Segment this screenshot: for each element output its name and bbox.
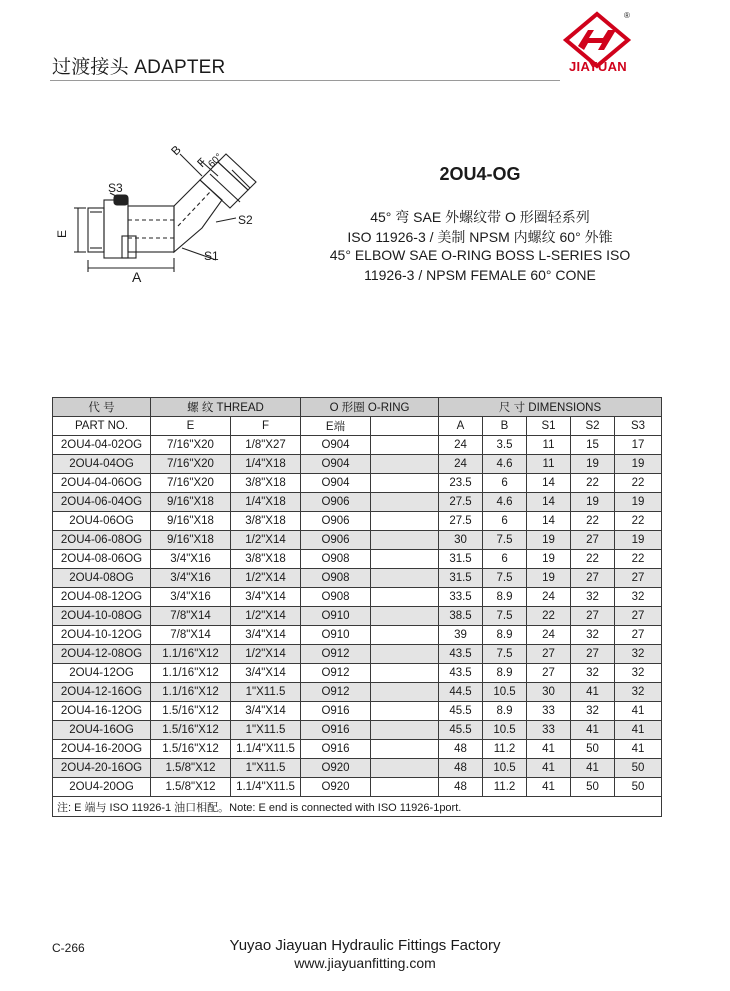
cell-b: 10.5 bbox=[483, 721, 527, 740]
label-s1: S1 bbox=[204, 249, 219, 263]
table-row bbox=[53, 740, 662, 759]
subheader-blank bbox=[371, 417, 439, 436]
header-thread: 螺 纹 THREAD bbox=[151, 398, 301, 417]
description-line: 45° ELBOW SAE O-RING BOSS L-SERIES ISO bbox=[329, 247, 631, 263]
cell-e: 1.1/16"X12 bbox=[151, 683, 231, 702]
cell-oring: O906 bbox=[301, 493, 371, 512]
blank-cell bbox=[371, 645, 439, 664]
cell-e: 3/4"X16 bbox=[151, 569, 231, 588]
label-angle: 60° bbox=[206, 151, 225, 171]
cell-part: 2OU4-10-12OG bbox=[53, 626, 151, 645]
cell-part: 2OU4-16-20OG bbox=[53, 740, 151, 759]
cell-s1: 14 bbox=[527, 512, 571, 531]
cell-oring: O910 bbox=[301, 626, 371, 645]
cell-s3: 32 bbox=[615, 683, 662, 702]
cell-b: 8.9 bbox=[483, 626, 527, 645]
cell-s1: 27 bbox=[527, 645, 571, 664]
cell-oring: O912 bbox=[301, 645, 371, 664]
cell-e: 7/16"X20 bbox=[151, 474, 231, 493]
blank-cell bbox=[371, 607, 439, 626]
cell-f: 1"X11.5 bbox=[231, 759, 301, 778]
cell-a: 31.5 bbox=[439, 569, 483, 588]
cell-oring: O916 bbox=[301, 721, 371, 740]
cell-a: 39 bbox=[439, 626, 483, 645]
cell-a: 24 bbox=[439, 455, 483, 474]
cell-oring: O904 bbox=[301, 436, 371, 455]
cell-s3: 17 bbox=[615, 436, 662, 455]
cell-a: 24 bbox=[439, 436, 483, 455]
cell-f: 1/2"X14 bbox=[231, 607, 301, 626]
table-row bbox=[53, 588, 662, 607]
table-row bbox=[53, 759, 662, 778]
cell-a: 43.5 bbox=[439, 664, 483, 683]
table-row bbox=[53, 778, 662, 797]
cell-s2: 41 bbox=[571, 683, 615, 702]
cell-s3: 32 bbox=[615, 664, 662, 683]
cell-part: 2OU4-12OG bbox=[53, 664, 151, 683]
cell-s3: 41 bbox=[615, 702, 662, 721]
cell-part: 2OU4-04-06OG bbox=[53, 474, 151, 493]
cell-part: 2OU4-20-16OG bbox=[53, 759, 151, 778]
cell-s2: 50 bbox=[571, 778, 615, 797]
group-header-row bbox=[53, 398, 662, 417]
cell-f: 1/4"X18 bbox=[231, 455, 301, 474]
blank-cell bbox=[371, 683, 439, 702]
cell-a: 43.5 bbox=[439, 645, 483, 664]
cell-b: 3.5 bbox=[483, 436, 527, 455]
cell-f: 1/2"X14 bbox=[231, 531, 301, 550]
cell-f: 3/8"X18 bbox=[231, 550, 301, 569]
cell-b: 10.5 bbox=[483, 759, 527, 778]
header-dimensions: 尺 寸 DIMENSIONS bbox=[439, 398, 662, 417]
cell-part: 2OU4-04OG bbox=[53, 455, 151, 474]
cell-f: 1"X11.5 bbox=[231, 683, 301, 702]
blank-cell bbox=[371, 759, 439, 778]
blank-cell bbox=[371, 550, 439, 569]
blank-cell bbox=[371, 493, 439, 512]
table-note-row bbox=[53, 797, 662, 817]
cell-e: 1.1/16"X12 bbox=[151, 645, 231, 664]
subheader-a: A bbox=[439, 417, 483, 436]
cell-s1: 19 bbox=[527, 531, 571, 550]
cell-s3: 22 bbox=[615, 474, 662, 493]
cell-part: 2OU4-16OG bbox=[53, 721, 151, 740]
blank-cell bbox=[371, 512, 439, 531]
product-code: 2OU4-OG bbox=[439, 164, 521, 184]
cell-s3: 27 bbox=[615, 607, 662, 626]
cell-s3: 19 bbox=[615, 531, 662, 550]
cell-a: 48 bbox=[439, 740, 483, 759]
cell-e: 9/16"X18 bbox=[151, 493, 231, 512]
header-part: 代 号 bbox=[53, 398, 151, 417]
cell-e: 7/16"X20 bbox=[151, 436, 231, 455]
table-row bbox=[53, 531, 662, 550]
cell-b: 6 bbox=[483, 474, 527, 493]
table-row bbox=[53, 721, 662, 740]
subheader-part-no: PART NO. bbox=[53, 417, 151, 436]
cell-b: 7.5 bbox=[483, 645, 527, 664]
subheader-s1: S1 bbox=[527, 417, 571, 436]
cell-s1: 24 bbox=[527, 588, 571, 607]
cell-e: 1.5/8"X12 bbox=[151, 778, 231, 797]
cell-s2: 27 bbox=[571, 569, 615, 588]
table-row bbox=[53, 683, 662, 702]
label-f: F bbox=[194, 155, 210, 171]
cell-a: 30 bbox=[439, 531, 483, 550]
cell-a: 48 bbox=[439, 759, 483, 778]
cell-f: 3/4"X14 bbox=[231, 702, 301, 721]
cell-a: 27.5 bbox=[439, 493, 483, 512]
cell-s1: 11 bbox=[527, 436, 571, 455]
cell-b: 8.9 bbox=[483, 664, 527, 683]
label-b: B bbox=[168, 142, 184, 159]
cell-s2: 32 bbox=[571, 588, 615, 607]
cell-e: 3/4"X16 bbox=[151, 550, 231, 569]
cell-a: 38.5 bbox=[439, 607, 483, 626]
blank-cell bbox=[371, 664, 439, 683]
registered-mark: ® bbox=[624, 11, 630, 20]
cell-s2: 27 bbox=[571, 607, 615, 626]
cell-part: 2OU4-08-06OG bbox=[53, 550, 151, 569]
description-line: 11926-3 / NPSM FEMALE 60° CONE bbox=[364, 267, 596, 283]
blank-cell bbox=[371, 531, 439, 550]
cell-s1: 19 bbox=[527, 550, 571, 569]
cell-part: 2OU4-06-08OG bbox=[53, 531, 151, 550]
cell-f: 3/8"X18 bbox=[231, 474, 301, 493]
cell-e: 7/16"X20 bbox=[151, 455, 231, 474]
blank-cell bbox=[371, 455, 439, 474]
cell-b: 4.6 bbox=[483, 455, 527, 474]
cell-s2: 32 bbox=[571, 626, 615, 645]
cell-oring: O920 bbox=[301, 778, 371, 797]
cell-s1: 24 bbox=[527, 626, 571, 645]
table-row bbox=[53, 436, 662, 455]
cell-oring: O912 bbox=[301, 683, 371, 702]
cell-b: 7.5 bbox=[483, 531, 527, 550]
cell-oring: O908 bbox=[301, 550, 371, 569]
cell-s1: 27 bbox=[527, 664, 571, 683]
table-row bbox=[53, 455, 662, 474]
cell-a: 44.5 bbox=[439, 683, 483, 702]
cell-e: 1.5/16"X12 bbox=[151, 702, 231, 721]
blank-cell bbox=[371, 474, 439, 493]
cell-s2: 22 bbox=[571, 474, 615, 493]
cell-a: 45.5 bbox=[439, 721, 483, 740]
subheader-b: B bbox=[483, 417, 527, 436]
table-row bbox=[53, 645, 662, 664]
cell-oring: O910 bbox=[301, 607, 371, 626]
label-s3: S3 bbox=[108, 181, 123, 195]
cell-s1: 41 bbox=[527, 740, 571, 759]
cell-s3: 32 bbox=[615, 645, 662, 664]
cell-oring: O916 bbox=[301, 740, 371, 759]
cell-b: 11.2 bbox=[483, 778, 527, 797]
cell-s2: 32 bbox=[571, 664, 615, 683]
cell-e: 3/4"X16 bbox=[151, 588, 231, 607]
cell-b: 6 bbox=[483, 512, 527, 531]
cell-e: 1.5/16"X12 bbox=[151, 721, 231, 740]
blank-cell bbox=[371, 740, 439, 759]
table-row bbox=[53, 569, 662, 588]
cell-s2: 27 bbox=[571, 531, 615, 550]
cell-oring: O916 bbox=[301, 702, 371, 721]
cell-b: 7.5 bbox=[483, 569, 527, 588]
cell-s1: 41 bbox=[527, 759, 571, 778]
table-row bbox=[53, 474, 662, 493]
cell-oring: O904 bbox=[301, 474, 371, 493]
label-a: A bbox=[132, 269, 142, 285]
cell-part: 2OU4-08-12OG bbox=[53, 588, 151, 607]
cell-s1: 41 bbox=[527, 778, 571, 797]
cell-s2: 32 bbox=[571, 702, 615, 721]
cell-s2: 22 bbox=[571, 550, 615, 569]
blank-cell bbox=[371, 702, 439, 721]
description-line: ISO 11926-3 / 美制 NPSM 内螺纹 60° 外锥 bbox=[347, 229, 613, 245]
fitting-diagram bbox=[52, 140, 272, 290]
subheader-e: E bbox=[151, 417, 231, 436]
cell-s1: 14 bbox=[527, 493, 571, 512]
cell-s1: 33 bbox=[527, 721, 571, 740]
cell-e: 7/8"X14 bbox=[151, 626, 231, 645]
cell-s2: 41 bbox=[571, 759, 615, 778]
description-line: 45° 弯 SAE 外螺纹带 O 形圈轻系列 bbox=[370, 209, 590, 225]
blank-cell bbox=[371, 436, 439, 455]
cell-b: 4.6 bbox=[483, 493, 527, 512]
cell-e: 1.5/8"X12 bbox=[151, 759, 231, 778]
blank-cell bbox=[371, 569, 439, 588]
label-e: E bbox=[55, 229, 69, 238]
cell-a: 27.5 bbox=[439, 512, 483, 531]
cell-s1: 33 bbox=[527, 702, 571, 721]
cell-oring: O920 bbox=[301, 759, 371, 778]
cell-s1: 14 bbox=[527, 474, 571, 493]
cell-s1: 19 bbox=[527, 569, 571, 588]
cell-e: 7/8"X14 bbox=[151, 607, 231, 626]
cell-b: 8.9 bbox=[483, 588, 527, 607]
cell-oring: O906 bbox=[301, 512, 371, 531]
blank-cell bbox=[371, 778, 439, 797]
table-row bbox=[53, 512, 662, 531]
page-number: C-266 bbox=[52, 941, 85, 955]
cell-b: 6 bbox=[483, 550, 527, 569]
cell-f: 1/4"X18 bbox=[231, 493, 301, 512]
table-row bbox=[53, 626, 662, 645]
cell-part: 2OU4-06OG bbox=[53, 512, 151, 531]
cell-b: 8.9 bbox=[483, 702, 527, 721]
cell-s2: 41 bbox=[571, 721, 615, 740]
cell-s2: 50 bbox=[571, 740, 615, 759]
spec-table bbox=[52, 397, 662, 817]
cell-f: 3/4"X14 bbox=[231, 664, 301, 683]
cell-f: 1.1/4"X11.5 bbox=[231, 740, 301, 759]
cell-s2: 22 bbox=[571, 512, 615, 531]
table-row bbox=[53, 493, 662, 512]
cell-s1: 11 bbox=[527, 455, 571, 474]
sub-header-row bbox=[53, 417, 662, 436]
blank-cell bbox=[371, 721, 439, 740]
table-row bbox=[53, 550, 662, 569]
cell-s2: 19 bbox=[571, 455, 615, 474]
cell-s1: 30 bbox=[527, 683, 571, 702]
cell-oring: O912 bbox=[301, 664, 371, 683]
table-row bbox=[53, 702, 662, 721]
cell-f: 1"X11.5 bbox=[231, 721, 301, 740]
subheader-f: F bbox=[231, 417, 301, 436]
cell-part: 2OU4-12-08OG bbox=[53, 645, 151, 664]
table-note: 注: E 端与 ISO 11926-1 油口相配。Note: E end is connected with ISO 11926-1port. bbox=[53, 797, 662, 817]
cell-e: 1.5/16"X12 bbox=[151, 740, 231, 759]
cell-s3: 50 bbox=[615, 759, 662, 778]
table-row bbox=[53, 664, 662, 683]
cell-a: 45.5 bbox=[439, 702, 483, 721]
cell-s3: 27 bbox=[615, 626, 662, 645]
footer-url: www.jiayuanfitting.com bbox=[294, 955, 436, 971]
cell-part: 2OU4-20OG bbox=[53, 778, 151, 797]
cell-s2: 19 bbox=[571, 493, 615, 512]
cell-f: 3/8"X18 bbox=[231, 512, 301, 531]
cell-s2: 15 bbox=[571, 436, 615, 455]
table-row bbox=[53, 607, 662, 626]
cell-s3: 41 bbox=[615, 740, 662, 759]
cell-s3: 50 bbox=[615, 778, 662, 797]
blank-cell bbox=[371, 588, 439, 607]
cell-a: 23.5 bbox=[439, 474, 483, 493]
cell-oring: O908 bbox=[301, 569, 371, 588]
cell-s3: 19 bbox=[615, 493, 662, 512]
cell-e: 9/16"X18 bbox=[151, 512, 231, 531]
subheader-e-end: E端 bbox=[301, 417, 371, 436]
cell-f: 3/4"X14 bbox=[231, 588, 301, 607]
cell-s1: 22 bbox=[527, 607, 571, 626]
cell-part: 2OU4-08OG bbox=[53, 569, 151, 588]
logo-text: JIAYUAN bbox=[569, 59, 627, 74]
cell-b: 7.5 bbox=[483, 607, 527, 626]
cell-a: 31.5 bbox=[439, 550, 483, 569]
cell-s3: 22 bbox=[615, 550, 662, 569]
cell-part: 2OU4-04-02OG bbox=[53, 436, 151, 455]
cell-oring: O908 bbox=[301, 588, 371, 607]
blank-cell bbox=[371, 626, 439, 645]
cell-e: 9/16"X18 bbox=[151, 531, 231, 550]
cell-s3: 41 bbox=[615, 721, 662, 740]
cell-oring: O906 bbox=[301, 531, 371, 550]
page-title: 过渡接头 ADAPTER bbox=[52, 57, 226, 78]
cell-b: 10.5 bbox=[483, 683, 527, 702]
cell-part: 2OU4-06-04OG bbox=[53, 493, 151, 512]
cell-f: 1/2"X14 bbox=[231, 569, 301, 588]
cell-s3: 19 bbox=[615, 455, 662, 474]
cell-f: 1/8"X27 bbox=[231, 436, 301, 455]
header-oring: O 形圈 O-RING bbox=[301, 398, 439, 417]
label-s2: S2 bbox=[238, 213, 253, 227]
cell-part: 2OU4-12-16OG bbox=[53, 683, 151, 702]
cell-f: 1.1/4"X11.5 bbox=[231, 778, 301, 797]
subheader-s3: S3 bbox=[615, 417, 662, 436]
cell-f: 1/2"X14 bbox=[231, 645, 301, 664]
cell-part: 2OU4-16-12OG bbox=[53, 702, 151, 721]
header-divider bbox=[50, 80, 560, 81]
cell-f: 3/4"X14 bbox=[231, 626, 301, 645]
cell-s3: 32 bbox=[615, 588, 662, 607]
cell-part: 2OU4-10-08OG bbox=[53, 607, 151, 626]
cell-a: 48 bbox=[439, 778, 483, 797]
footer-company: Yuyao Jiayuan Hydraulic Fittings Factory bbox=[229, 937, 501, 954]
cell-oring: O904 bbox=[301, 455, 371, 474]
cell-b: 11.2 bbox=[483, 740, 527, 759]
cell-s3: 22 bbox=[615, 512, 662, 531]
cell-s3: 27 bbox=[615, 569, 662, 588]
subheader-s2: S2 bbox=[571, 417, 615, 436]
cell-e: 1.1/16"X12 bbox=[151, 664, 231, 683]
cell-s2: 27 bbox=[571, 645, 615, 664]
cell-a: 33.5 bbox=[439, 588, 483, 607]
